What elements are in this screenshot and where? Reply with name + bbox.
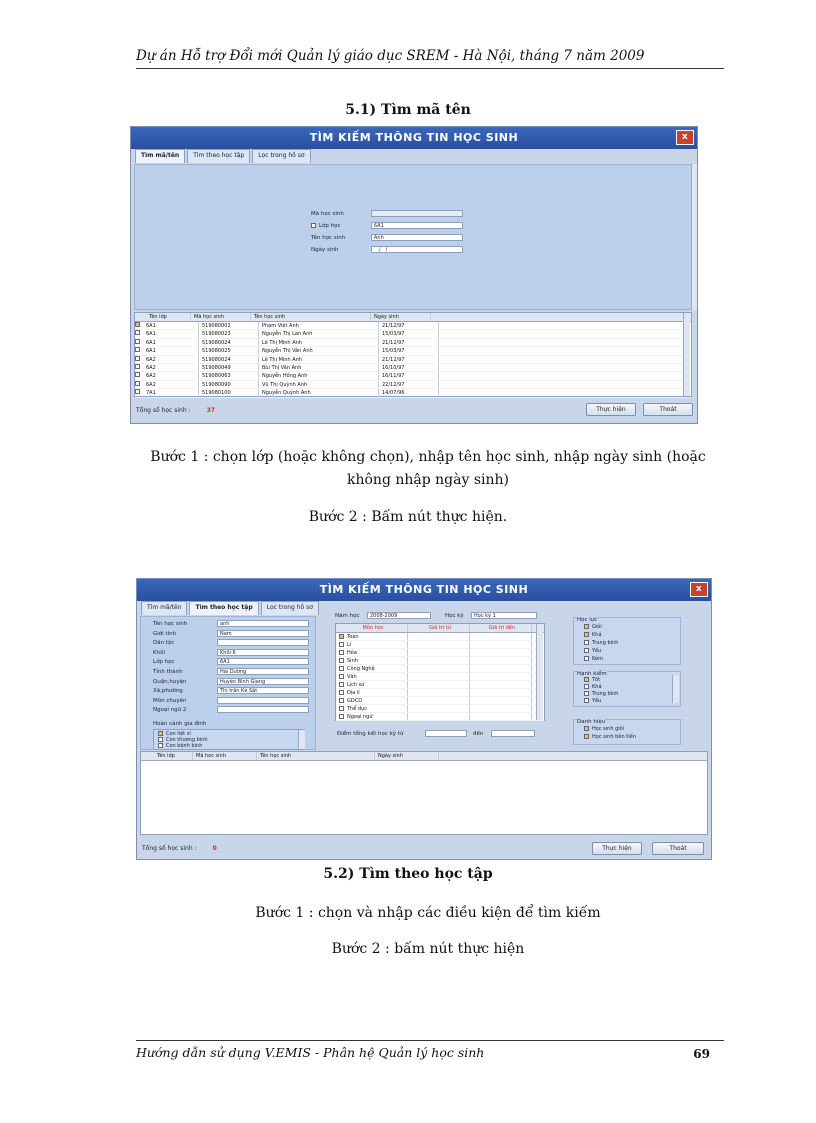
- row-checkbox[interactable]: [135, 372, 140, 377]
- section1-step2: Bước 2 : Bấm nút thực hiện.: [308, 509, 508, 525]
- conduct-option[interactable]: [584, 677, 600, 683]
- grid-scrollbar[interactable]: [683, 313, 690, 396]
- student-name-label: Tên học sinh: [311, 235, 346, 241]
- table-cell: 15/03/97: [379, 347, 439, 354]
- tab-filter-records[interactable]: Lọc trong hồ sơ: [252, 149, 310, 163]
- criteria-input[interactable]: [217, 706, 309, 713]
- subject-value-cell[interactable]: [408, 697, 470, 704]
- results-grid: [134, 312, 692, 397]
- subject-column-header: Giá trị đến: [470, 624, 532, 632]
- subject-value-cell[interactable]: [470, 633, 532, 640]
- section2-step1: Bước 1 : chọn và nhập các điều kiện để tìm kiếm: [255, 905, 601, 921]
- family-option[interactable]: [158, 743, 202, 749]
- table-cell: Lê Thị Minh Anh: [259, 339, 379, 346]
- row-checkbox[interactable]: [135, 364, 140, 369]
- criteria-label: Khối: [153, 649, 165, 656]
- conduct-option-label: Tốt: [592, 677, 601, 683]
- table-row[interactable]: [135, 389, 691, 397]
- family-label: Hoàn cảnh gia đình: [153, 721, 207, 727]
- table-row[interactable]: [135, 347, 691, 355]
- window-title-2: TÌM KIẾM THÔNG TIN HỌC SINH x: [137, 579, 711, 601]
- footer-text: Hướng dẫn sử dụng V.EMIS - Phân hệ Quản lý học sinh: [136, 1045, 485, 1060]
- table-cell: Phạm Việt Anh: [259, 322, 379, 329]
- subject-row[interactable]: [336, 649, 544, 657]
- conduct-option-label: Khá: [592, 684, 602, 690]
- academic-checkbox[interactable]: [584, 640, 589, 645]
- table-cell: Nguyễn Thị Lan Anh: [259, 330, 379, 337]
- subject-name: Hóa: [347, 650, 357, 656]
- criteria-input[interactable]: Thị trấn Kẻ Sặt: [217, 687, 309, 694]
- academic-checkbox[interactable]: [584, 656, 589, 661]
- birthdate-input[interactable]: __/__/__: [371, 246, 463, 253]
- grid-column-header[interactable]: Tên học sinh: [251, 313, 371, 321]
- subject-cell: [336, 705, 408, 712]
- class-checkbox[interactable]: [311, 223, 316, 228]
- table-cell: 21/12/97: [379, 339, 439, 346]
- family-option-label: Con thương binh: [166, 737, 208, 743]
- table-cell: 519080024: [199, 339, 259, 346]
- tab-search-study[interactable]: Tìm theo học tập: [187, 149, 250, 163]
- subject-cell: [336, 697, 408, 704]
- subject-column-header: Giá trị từ: [408, 624, 470, 632]
- academic-option[interactable]: [584, 632, 602, 638]
- grid-column-header[interactable]: Tên lớp: [141, 752, 193, 760]
- row-checkbox[interactable]: [135, 347, 140, 352]
- subject-checkbox[interactable]: [339, 682, 344, 687]
- title-option-label: Học sinh tiên tiến: [592, 734, 636, 740]
- execute-button[interactable]: Thực hiện: [586, 403, 636, 416]
- row-checkbox[interactable]: [135, 330, 140, 335]
- subject-name: Công Nghệ: [347, 666, 375, 672]
- subject-name: Văn: [347, 674, 357, 680]
- subject-cell: [336, 633, 408, 640]
- table-cell: 519080025: [199, 347, 259, 354]
- grid-column-header[interactable]: Mã học sinh: [191, 313, 251, 321]
- grid-column-header[interactable]: Tên lớp: [135, 313, 191, 321]
- subject-cell: [336, 665, 408, 672]
- subject-value-cell[interactable]: [408, 681, 470, 688]
- table-cell: Vũ Thị Quỳnh Anh: [259, 381, 379, 388]
- student-count-2: Tổng số học sinh : 0: [142, 845, 217, 852]
- criteria-label: Môn chuyên: [153, 697, 187, 704]
- grid-column-header[interactable]: Tên học sinh: [257, 752, 375, 760]
- school-year-label: Năm học: [335, 613, 360, 619]
- table-cell: 519080100: [199, 389, 259, 396]
- academic-option-label: Giỏi: [592, 624, 602, 630]
- section2-heading: 5.2) Tìm theo học tập: [323, 866, 493, 882]
- subject-row[interactable]: [336, 657, 544, 665]
- subject-cell: [336, 713, 408, 720]
- conduct-checkbox[interactable]: [584, 698, 589, 703]
- criteria-label: Lớp học: [153, 659, 175, 666]
- subject-checkbox[interactable]: [339, 642, 344, 647]
- grid-column-header[interactable]: Ngày sinh: [375, 752, 439, 760]
- table-cell: 6A1: [143, 330, 199, 337]
- subject-cell: [336, 657, 408, 664]
- exit-button-2[interactable]: Thoát: [652, 842, 704, 855]
- criteria-label: Tên học sinh: [153, 621, 188, 627]
- subject-value-cell[interactable]: [408, 633, 470, 640]
- table-cell: 519080063: [199, 372, 259, 379]
- subject-value-cell[interactable]: [470, 681, 532, 688]
- subject-name: Toán: [347, 634, 359, 640]
- academic-option-label: Yếu: [592, 648, 602, 654]
- academic-group: Học lực Giỏi Khá Trung bình Yếu Kém: [573, 617, 681, 665]
- table-cell: 6A2: [143, 356, 199, 363]
- class-select[interactable]: 6A1: [371, 222, 463, 229]
- academic-checkbox[interactable]: [584, 632, 589, 637]
- criteria-input[interactable]: [217, 697, 309, 704]
- subject-name: Lịch sử: [347, 682, 365, 688]
- table-cell: 15/03/97: [379, 330, 439, 337]
- criteria-label: Quận,huyện: [153, 678, 187, 685]
- conduct-option[interactable]: [584, 684, 602, 690]
- conduct-group: Hạnh kiểm Tốt Khá Trung bình Yếu: [573, 671, 681, 707]
- row-checkbox[interactable]: [135, 356, 140, 361]
- grid-column-header[interactable]: Ngày sinh: [371, 313, 431, 321]
- tab-search-study-2[interactable]: Tìm theo học tập: [189, 601, 258, 615]
- criteria-input[interactable]: anh: [217, 620, 309, 627]
- title-group: Danh hiệu Học sinh giỏi Học sinh tiên tiến: [573, 719, 681, 745]
- subject-cell: [336, 681, 408, 688]
- subject-value-cell[interactable]: [470, 657, 532, 664]
- subject-value-cell[interactable]: [470, 697, 532, 704]
- table-row[interactable]: [135, 339, 691, 347]
- semester-label: Học kỳ: [445, 613, 464, 619]
- score-to-input[interactable]: [491, 730, 535, 737]
- subject-checkbox[interactable]: [339, 690, 344, 695]
- subject-cell: [336, 689, 408, 696]
- subject-value-cell[interactable]: [408, 705, 470, 712]
- panel-scrollbar[interactable]: [691, 164, 698, 310]
- subject-name: Sinh: [347, 658, 358, 664]
- search-panel: [134, 164, 694, 310]
- grid-header: [135, 313, 691, 322]
- section2-step2: Bước 2 : bấm nút thực hiện: [331, 941, 525, 957]
- criteria-label: Dân tộc: [153, 640, 175, 647]
- subject-row[interactable]: [336, 689, 544, 697]
- subject-value-cell[interactable]: [408, 713, 470, 720]
- screenshot-search-by-study: [136, 578, 712, 860]
- academic-option[interactable]: [584, 656, 603, 662]
- student-count: Tổng số học sinh : 37: [136, 407, 215, 414]
- page-footer: [136, 1040, 724, 1060]
- criteria-input[interactable]: Hải Dương: [217, 668, 309, 675]
- table-cell: Nguyễn Hồng Anh: [259, 372, 379, 379]
- subject-value-cell[interactable]: [470, 649, 532, 656]
- semester-select[interactable]: Học kỳ 1: [471, 612, 537, 619]
- table-cell: 6A2: [143, 372, 199, 379]
- subject-checkbox[interactable]: [339, 658, 344, 663]
- table-row[interactable]: [135, 322, 691, 330]
- row-checkbox[interactable]: [135, 322, 140, 327]
- student-name-input[interactable]: Anh: [371, 234, 463, 241]
- conduct-option[interactable]: [584, 691, 618, 697]
- subject-row[interactable]: [336, 665, 544, 673]
- subject-name: GDCD: [347, 698, 363, 704]
- subject-value-cell[interactable]: [408, 641, 470, 648]
- subject-checkbox[interactable]: [339, 706, 344, 711]
- table-cell: Nguyễn Thị Vân Anh: [259, 347, 379, 354]
- academic-checkbox[interactable]: [584, 648, 589, 653]
- family-option-label: Con liệt sĩ: [166, 731, 191, 737]
- school-year-select[interactable]: 2008-2009: [367, 612, 431, 619]
- conduct-checkbox[interactable]: [584, 684, 589, 689]
- conduct-checkbox[interactable]: [584, 677, 589, 682]
- student-code-label: Mã học sinh: [311, 211, 344, 217]
- score-from-input[interactable]: [425, 730, 467, 737]
- subject-checkbox[interactable]: [339, 634, 344, 639]
- subject-value-cell[interactable]: [408, 649, 470, 656]
- table-row[interactable]: [135, 356, 691, 364]
- family-checkbox[interactable]: [158, 731, 163, 736]
- subject-cell: [336, 641, 408, 648]
- birthdate-label: Ngày sinh: [311, 247, 339, 253]
- academic-option-label: Trung bình: [592, 640, 619, 646]
- academic-option[interactable]: [584, 640, 618, 646]
- table-row[interactable]: [135, 381, 691, 389]
- score-to-label: đến: [473, 731, 484, 737]
- subject-grid: [335, 623, 545, 721]
- page-number: 69: [693, 1047, 710, 1061]
- subject-value-cell[interactable]: [470, 641, 532, 648]
- family-option-label: Con bệnh binh: [166, 743, 203, 749]
- subject-checkbox[interactable]: [339, 714, 344, 719]
- tab-search-name[interactable]: Tìm mã/tên: [135, 149, 185, 163]
- section1-step1: Bước 1 : chọn lớp (hoặc không chọn), nhập tên học sinh, nhập ngày sinh (hoặc không nhập ngày sinh): [150, 449, 706, 488]
- title-checkbox[interactable]: [584, 734, 589, 739]
- subject-row[interactable]: [336, 673, 544, 681]
- subject-row[interactable]: [336, 713, 544, 721]
- table-cell: 6A1: [143, 347, 199, 354]
- criteria-label: Xã,phường: [153, 688, 183, 695]
- table-cell: 6A1: [143, 322, 199, 329]
- subject-cell: [336, 673, 408, 680]
- student-code-input[interactable]: [371, 210, 463, 217]
- class-label: Lớp học: [311, 223, 341, 229]
- subject-name: Ngoại ngữ: [347, 714, 373, 720]
- subject-value-cell[interactable]: [408, 657, 470, 664]
- subject-value-cell[interactable]: [470, 665, 532, 672]
- subject-row[interactable]: [336, 705, 544, 713]
- conduct-checkbox[interactable]: [584, 691, 589, 696]
- table-cell: Bùi Thị Vân Anh: [259, 364, 379, 371]
- section1-heading: 5.1) Tìm mã tên: [345, 102, 471, 118]
- subject-name: Lí: [347, 642, 352, 648]
- subject-value-cell[interactable]: [470, 713, 532, 720]
- table-cell: 519080090: [199, 381, 259, 388]
- subject-checkbox[interactable]: [339, 674, 344, 679]
- subject-grid-header: [336, 624, 544, 633]
- title-option-label: Học sinh giỏi: [592, 726, 625, 732]
- subject-row[interactable]: [336, 641, 544, 649]
- family-scrollbar[interactable]: [298, 730, 305, 749]
- subject-row[interactable]: [336, 681, 544, 689]
- subject-value-cell[interactable]: [470, 705, 532, 712]
- table-cell: 7A1: [143, 389, 199, 396]
- row-checkbox[interactable]: [135, 381, 140, 386]
- table-cell: 6A2: [143, 381, 199, 388]
- close-icon[interactable]: x: [676, 130, 694, 145]
- close-icon-2[interactable]: x: [690, 582, 708, 597]
- table-cell: 519080049: [199, 364, 259, 371]
- criteria-label: Tỉnh thành: [153, 669, 183, 675]
- table-row[interactable]: [135, 372, 691, 380]
- subject-value-cell[interactable]: [470, 673, 532, 680]
- table-cell: 21/12/97: [379, 322, 439, 329]
- subject-scrollbar[interactable]: [536, 624, 543, 720]
- exit-button[interactable]: Thoát: [643, 403, 693, 416]
- window-title: TÌM KIẾM THÔNG TIN HỌC SINH x: [131, 127, 697, 149]
- family-list: [153, 729, 305, 750]
- table-cell: 22/12/97: [379, 381, 439, 388]
- subject-checkbox[interactable]: [339, 650, 344, 655]
- results-grid-2: [140, 751, 708, 835]
- score-from-label: Điểm tổng kết học kỳ từ: [337, 731, 404, 737]
- criteria-label: Giới tính: [153, 630, 177, 637]
- academic-option[interactable]: [584, 648, 601, 654]
- subject-value-cell[interactable]: [408, 665, 470, 672]
- subject-value-cell[interactable]: [470, 689, 532, 696]
- criteria-input[interactable]: 6A1: [217, 658, 309, 665]
- conduct-option-label: Yếu: [592, 698, 602, 704]
- tab-search-name-2[interactable]: Tìm mã/tên: [141, 601, 187, 615]
- row-checkbox[interactable]: [135, 389, 140, 394]
- table-row[interactable]: [135, 330, 691, 338]
- table-cell: 519080024: [199, 356, 259, 363]
- screenshot-search-by-name: [130, 126, 698, 424]
- table-cell: 16/10/97: [379, 364, 439, 371]
- table-cell: 6A1: [143, 339, 199, 346]
- criteria-input[interactable]: [217, 639, 309, 646]
- table-cell: 519080023: [199, 330, 259, 337]
- page-header: Dự án Hỗ trợ Đổi mới Quản lý giáo dục SREM - Hà Nội, tháng 7 năm 2009: [136, 48, 724, 69]
- table-cell: 21/12/97: [379, 356, 439, 363]
- criteria-panel-left: [140, 616, 316, 750]
- table-cell: 16/11/97: [379, 372, 439, 379]
- table-row[interactable]: [135, 364, 691, 372]
- subject-checkbox[interactable]: [339, 698, 344, 703]
- academic-checkbox[interactable]: [584, 624, 589, 629]
- grid-column-header[interactable]: Mã học sinh: [193, 752, 257, 760]
- execute-button-2[interactable]: Thực hiện: [592, 842, 642, 855]
- academic-option-label: Kém: [592, 656, 603, 662]
- table-cell: 14/07/96: [379, 389, 439, 396]
- subject-value-cell[interactable]: [408, 689, 470, 696]
- row-checkbox[interactable]: [135, 339, 140, 344]
- grid-header-2: [141, 752, 707, 761]
- subject-name: Thể dục: [347, 706, 367, 712]
- subject-cell: [336, 649, 408, 656]
- subject-row[interactable]: [336, 697, 544, 705]
- criteria-label: Ngoại ngữ 2: [153, 707, 187, 714]
- criteria-input[interactable]: Huyện Bình Giang: [217, 678, 309, 685]
- subject-checkbox[interactable]: [339, 666, 344, 671]
- subject-name: Địa lí: [347, 690, 360, 696]
- tab-bar: [131, 149, 697, 163]
- academic-option[interactable]: [584, 624, 602, 630]
- family-checkbox[interactable]: [158, 743, 163, 748]
- table-cell: 519080002: [199, 322, 259, 329]
- criteria-input[interactable]: Khối 6: [217, 649, 309, 656]
- subject-row[interactable]: [336, 633, 544, 641]
- title-checkbox[interactable]: [584, 726, 589, 731]
- academic-option-label: Khá: [592, 632, 602, 638]
- conduct-option[interactable]: [584, 698, 601, 704]
- subject-column-header: Môn học: [336, 624, 408, 632]
- conduct-option-label: Trung bình: [592, 691, 619, 697]
- family-checkbox[interactable]: [158, 737, 163, 742]
- criteria-input[interactable]: Nam: [217, 630, 309, 637]
- table-cell: Nguyễn Quỳnh Anh: [259, 389, 379, 396]
- conduct-scrollbar[interactable]: [672, 675, 679, 703]
- title-option[interactable]: [584, 726, 624, 732]
- title-option[interactable]: [584, 734, 636, 740]
- table-cell: Lê Thị Minh Anh: [259, 356, 379, 363]
- tab-filter-records-2[interactable]: Lọc trong hồ sơ: [261, 601, 319, 615]
- table-cell: 6A2: [143, 364, 199, 371]
- subject-value-cell[interactable]: [408, 673, 470, 680]
